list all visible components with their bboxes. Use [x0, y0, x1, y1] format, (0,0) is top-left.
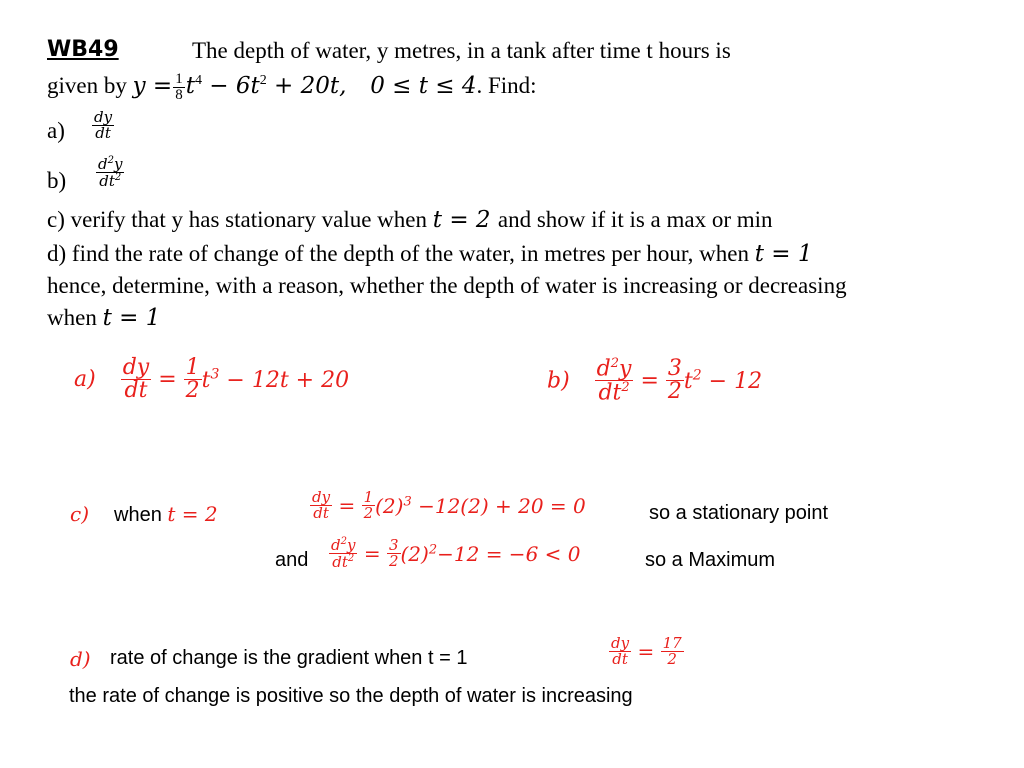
- part-a-label: a): [47, 118, 65, 143]
- answer-c-and: and: [275, 549, 309, 571]
- answer-d-conclusion: the rate of change is positive so the depth of water is increasing: [69, 685, 633, 707]
- answer-c-second-derivative: $\frac{d^2y}{dt^2}$ = $\frac{3}{2}$ $(2)^2-12 = -6 < 0$: [331, 536, 581, 571]
- part-d-question: d) find the rate of change of the depth of the water, in metres per hour, when t = 1: [47, 241, 813, 267]
- answer-d-label: d): [70, 647, 91, 671]
- worksheet-code: WB49: [47, 37, 119, 62]
- question-intro: The depth of water, y metres, in a tank after time t hours is: [192, 38, 731, 63]
- answer-a: a) $\frac{dy}{dt}$ = $\frac{1}{2}$ $t^3 - 12t + 20$: [74, 355, 350, 403]
- find-text: . Find:: [476, 72, 537, 98]
- equation-y: y =: [132, 72, 173, 99]
- answer-c-maximum: so a Maximum: [645, 549, 776, 571]
- answer-c-first-derivative: $\frac{dy}{dt}$ = $\frac{1}{2}$ $(2)^3 -12(2) + 20 = 0$: [312, 488, 586, 522]
- part-a-derivative: $\frac{dy}{dt}$: [94, 108, 113, 142]
- given-by-text: given by: [47, 72, 127, 98]
- fraction-one-eighth: $\frac{1}{8}$: [175, 71, 183, 103]
- answer-d-gradient: $\frac{dy}{dt}$ = $\frac{17}{2}$: [611, 634, 682, 668]
- answer-c-when-line: when t = 2: [114, 502, 218, 526]
- equation-line: given by y = $\frac{1}{8}$ $t^4 - 6t^2 + 20t$, 0 ≤ t ≤ 4. Find:: [47, 71, 537, 103]
- answer-c-stationary: so a stationary point: [649, 502, 828, 524]
- part-b-label: b): [47, 168, 67, 193]
- part-b-derivative: $\frac{d^2y}{dt^2}$: [98, 155, 123, 190]
- part-c-question: c) verify that y has stationary value when t = 2 and show if it is a max or min: [47, 207, 773, 233]
- part-d-when: when t = 1: [47, 305, 161, 331]
- domain-condition: 0 ≤ t ≤ 4: [370, 72, 477, 99]
- answer-d-text: rate of change is the gradient when t = 1: [110, 647, 468, 669]
- part-d-hence: hence, determine, with a reason, whether the depth of water is increasing or decreasing: [47, 273, 847, 298]
- answer-b: b) $\frac{d^2y}{dt^2}$ = $\frac{3}{2}$ $t^2 - 12$: [547, 356, 763, 406]
- answer-c-label: c): [70, 502, 90, 526]
